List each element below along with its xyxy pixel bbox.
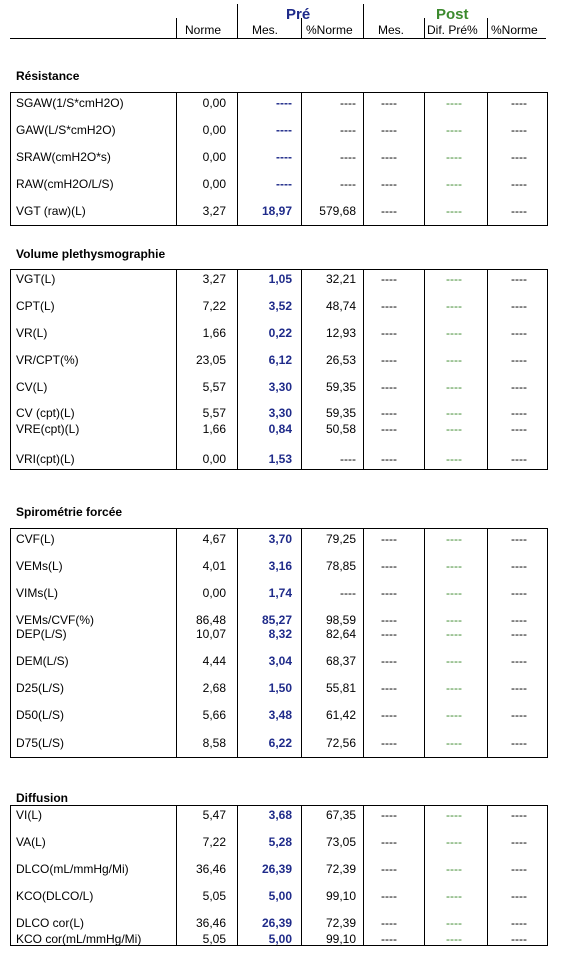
post-mes-value: ---- xyxy=(381,654,397,668)
row-label: SGAW(1/S*cmH2O) xyxy=(16,96,124,110)
post-dif-value: ---- xyxy=(446,613,462,627)
post-mes-value: ---- xyxy=(381,177,397,191)
post-mes-value: ---- xyxy=(381,452,397,466)
pre-mes-value: 26,39 xyxy=(261,916,292,930)
post-dif-value: ---- xyxy=(446,654,462,668)
post-pct-norme-value: ---- xyxy=(511,326,527,340)
row-label: CV (cpt)(L) xyxy=(16,406,75,420)
pre-pct-norme-value: 73,05 xyxy=(325,835,356,849)
pre-mes-value: ---- xyxy=(276,150,292,164)
norme-value: 8,58 xyxy=(202,736,226,750)
pre-pct-norme-value: 99,10 xyxy=(325,889,356,903)
pre-mes-value: 1,74 xyxy=(268,586,292,600)
post-pct-norme-value: ---- xyxy=(511,96,527,110)
pre-title: Pré xyxy=(286,6,311,23)
section-title: Volume plethysmographie xyxy=(16,247,166,261)
row-label: CPT(L) xyxy=(16,299,55,313)
row-label: CV(L) xyxy=(16,380,48,394)
post-mes-value: ---- xyxy=(381,835,397,849)
pre-pct-norme-value: 78,85 xyxy=(325,559,356,573)
pre-mes-value: 3,16 xyxy=(268,559,292,573)
pre-mes-value: ---- xyxy=(276,96,292,110)
row-label: D50(L/S) xyxy=(16,708,65,722)
pre-mes-value: 18,97 xyxy=(261,204,292,218)
norme-value: 0,00 xyxy=(202,177,226,191)
table-row xyxy=(0,915,566,932)
row-label: KCO(DLCO/L) xyxy=(16,889,94,903)
table-row xyxy=(0,176,566,193)
post-mes-value: ---- xyxy=(381,559,397,573)
norme-value: 1,66 xyxy=(202,422,226,436)
row-label: RAW(cmH2O/L/S) xyxy=(16,177,114,191)
post-mes-value: ---- xyxy=(381,204,397,218)
pre-mes-value: 3,48 xyxy=(268,708,292,722)
post-mes-value: ---- xyxy=(381,736,397,750)
pre-pct-norme-value: 82,64 xyxy=(325,627,356,641)
norme-value: 1,66 xyxy=(202,326,226,340)
row-label: VA(L) xyxy=(16,835,46,849)
pre-pct-norme-value: ---- xyxy=(340,177,356,191)
post-pct-norme-value: ---- xyxy=(511,204,527,218)
post-pct-norme-value: ---- xyxy=(511,272,527,286)
pre-pct-norme-value: 50,58 xyxy=(325,422,356,436)
post-dif-value: ---- xyxy=(446,736,462,750)
post-pct-norme-value: ---- xyxy=(511,353,527,367)
post-pct-norme-value: ---- xyxy=(511,452,527,466)
pre-pct-norme-value: 48,74 xyxy=(325,299,356,313)
row-label: VR(L) xyxy=(16,326,48,340)
post-mes-value: ---- xyxy=(381,627,397,641)
post-mes-value: ---- xyxy=(381,681,397,695)
norme-value: 3,27 xyxy=(202,272,226,286)
post-dif-value: ---- xyxy=(446,353,462,367)
col-post-dif-header: Dif. Pré% xyxy=(427,23,478,37)
pre-pct-norme-value: 579,68 xyxy=(319,204,356,218)
pre-mes-value: 85,27 xyxy=(261,613,292,627)
post-dif-value: ---- xyxy=(446,123,462,137)
post-dif-value: ---- xyxy=(446,681,462,695)
post-dif-value: ---- xyxy=(446,808,462,822)
post-mes-value: ---- xyxy=(381,299,397,313)
row-label: DLCO cor(L) xyxy=(16,916,85,930)
pre-mes-value: 5,00 xyxy=(268,889,292,903)
pre-mes-value: ---- xyxy=(276,177,292,191)
row-label: VEMs(L) xyxy=(16,559,63,573)
post-dif-value: ---- xyxy=(446,586,462,600)
post-mes-value: ---- xyxy=(381,889,397,903)
row-label: SRAW(cmH2O*s) xyxy=(16,150,111,164)
norme-value: 5,57 xyxy=(202,380,226,394)
pre-mes-value: 0,22 xyxy=(268,326,292,340)
post-pct-norme-value: ---- xyxy=(511,736,527,750)
col-post-pct-header: %Norme xyxy=(491,23,538,37)
pre-pct-norme-value: 59,35 xyxy=(325,406,356,420)
row-label: DLCO(mL/mmHg/Mi) xyxy=(16,862,129,876)
post-mes-value: ---- xyxy=(381,613,397,627)
section-title: Diffusion xyxy=(16,791,68,805)
row-label: VIMs(L) xyxy=(16,586,58,600)
pre-mes-value: 1,50 xyxy=(268,681,292,695)
pre-pct-norme-value: ---- xyxy=(340,150,356,164)
table-row xyxy=(0,531,566,548)
norme-value: 0,00 xyxy=(202,123,226,137)
post-title: Post xyxy=(436,6,469,23)
pre-pct-norme-value: 32,21 xyxy=(325,272,356,286)
col-norme-header: Norme xyxy=(185,23,222,37)
row-label: VEMs/CVF(%) xyxy=(16,613,94,627)
table-row xyxy=(0,325,566,342)
row-label: D75(L/S) xyxy=(16,736,65,750)
pre-pct-norme-value: 72,56 xyxy=(325,736,356,750)
post-pct-norme-value: ---- xyxy=(511,932,527,946)
norme-value: 36,46 xyxy=(195,862,226,876)
post-dif-value: ---- xyxy=(446,835,462,849)
post-dif-value: ---- xyxy=(446,708,462,722)
table-row xyxy=(0,149,566,166)
pre-pct-norme-value: ---- xyxy=(340,452,356,466)
post-mes-value: ---- xyxy=(381,862,397,876)
pre-mes-value: 6,22 xyxy=(268,736,292,750)
norme-value: 10,07 xyxy=(195,627,226,641)
post-mes-value: ---- xyxy=(381,353,397,367)
norme-value: 36,46 xyxy=(195,916,226,930)
table-row xyxy=(0,379,566,396)
row-label: VRE(cpt)(L) xyxy=(16,422,80,436)
table-row xyxy=(0,653,566,670)
row-label: VR/CPT(%) xyxy=(16,353,79,367)
pre-mes-value: 3,70 xyxy=(268,532,292,546)
post-mes-value: ---- xyxy=(381,380,397,394)
table-row xyxy=(0,585,566,602)
post-dif-value: ---- xyxy=(446,326,462,340)
post-dif-value: ---- xyxy=(446,272,462,286)
post-mes-value: ---- xyxy=(381,532,397,546)
pre-mes-value: 3,68 xyxy=(268,808,292,822)
post-dif-value: ---- xyxy=(446,406,462,420)
norme-value: 2,68 xyxy=(202,681,226,695)
row-label: DEP(L/S) xyxy=(16,627,67,641)
table-row xyxy=(0,807,566,824)
row-label: GAW(L/S*cmH2O) xyxy=(16,123,116,137)
post-dif-value: ---- xyxy=(446,422,462,436)
pre-pct-norme-value: 72,39 xyxy=(325,862,356,876)
table-row xyxy=(0,298,566,315)
pre-pct-norme-value: 26,53 xyxy=(325,353,356,367)
post-pct-norme-value: ---- xyxy=(511,299,527,313)
pre-mes-value: 3,52 xyxy=(268,299,292,313)
post-pct-norme-value: ---- xyxy=(511,835,527,849)
post-pct-norme-value: ---- xyxy=(511,681,527,695)
pre-pct-norme-value: ---- xyxy=(340,586,356,600)
pre-pct-norme-value: 72,39 xyxy=(325,916,356,930)
table-row xyxy=(0,271,566,288)
norme-value: 0,00 xyxy=(202,586,226,600)
pre-mes-value: 0,84 xyxy=(268,422,292,436)
post-pct-norme-value: ---- xyxy=(511,380,527,394)
pre-pct-norme-value: 68,37 xyxy=(325,654,356,668)
post-mes-value: ---- xyxy=(381,272,397,286)
post-mes-value: ---- xyxy=(381,422,397,436)
norme-value: 0,00 xyxy=(202,452,226,466)
norme-value: 3,27 xyxy=(202,204,226,218)
pre-pct-norme-value: 99,10 xyxy=(325,932,356,946)
post-pct-norme-value: ---- xyxy=(511,406,527,420)
table-row xyxy=(0,861,566,878)
table-row xyxy=(0,95,566,112)
col-post-mes-header: Mes. xyxy=(378,23,405,37)
norme-value: 5,05 xyxy=(202,889,226,903)
post-mes-value: ---- xyxy=(381,123,397,137)
post-mes-value: ---- xyxy=(381,916,397,930)
pre-pct-norme-value: 12,93 xyxy=(325,326,356,340)
norme-value: 5,47 xyxy=(202,808,226,822)
pre-mes-value: ---- xyxy=(276,123,292,137)
post-pct-norme-value: ---- xyxy=(511,532,527,546)
pre-mes-value: 3,30 xyxy=(268,406,292,420)
post-pct-norme-value: ---- xyxy=(511,708,527,722)
section-title: Spirométrie forcée xyxy=(16,505,123,519)
post-mes-value: ---- xyxy=(381,808,397,822)
pre-mes-value: 5,28 xyxy=(268,835,292,849)
pre-mes-value: 1,05 xyxy=(268,272,292,286)
post-mes-value: ---- xyxy=(381,96,397,110)
post-dif-value: ---- xyxy=(446,932,462,946)
row-label: VRI(cpt)(L) xyxy=(16,452,75,466)
table-row xyxy=(0,405,566,422)
table-row xyxy=(0,352,566,369)
norme-value: 4,44 xyxy=(202,654,226,668)
pre-mes-value: 8,32 xyxy=(268,627,292,641)
post-pct-norme-value: ---- xyxy=(511,862,527,876)
table-row xyxy=(0,680,566,697)
pre-mes-value: 3,04 xyxy=(268,654,292,668)
table-row xyxy=(0,707,566,724)
post-mes-value: ---- xyxy=(381,932,397,946)
post-dif-value: ---- xyxy=(446,532,462,546)
row-label: VI(L) xyxy=(16,808,43,822)
pre-pct-norme-value: 55,81 xyxy=(325,681,356,695)
norme-value: 4,01 xyxy=(202,559,226,573)
post-mes-value: ---- xyxy=(381,150,397,164)
norme-value: 5,05 xyxy=(202,932,226,946)
pre-pct-norme-value: ---- xyxy=(340,123,356,137)
post-pct-norme-value: ---- xyxy=(511,889,527,903)
pre-mes-value: 1,53 xyxy=(268,452,292,466)
pre-pct-norme-value: 79,25 xyxy=(325,532,356,546)
post-dif-value: ---- xyxy=(446,559,462,573)
post-pct-norme-value: ---- xyxy=(511,177,527,191)
norme-value: 5,57 xyxy=(202,406,226,420)
post-pct-norme-value: ---- xyxy=(511,123,527,137)
norme-value: 7,22 xyxy=(202,835,226,849)
table-row xyxy=(0,122,566,139)
post-pct-norme-value: ---- xyxy=(511,627,527,641)
row-label: DEM(L/S) xyxy=(16,654,69,668)
norme-value: 23,05 xyxy=(195,353,226,367)
row-label: VGT(L) xyxy=(16,272,56,286)
row-label: CVF(L) xyxy=(16,532,55,546)
pre-mes-value: 6,12 xyxy=(268,353,292,367)
post-pct-norme-value: ---- xyxy=(511,654,527,668)
norme-value: 4,67 xyxy=(202,532,226,546)
table-row xyxy=(0,203,566,220)
col-pre-mes-header: Mes. xyxy=(252,23,279,37)
post-pct-norme-value: ---- xyxy=(511,916,527,930)
post-pct-norme-value: ---- xyxy=(511,559,527,573)
pre-pct-norme-value: 67,35 xyxy=(325,808,356,822)
pre-mes-value: 26,39 xyxy=(261,862,292,876)
row-label: KCO cor(mL/mmHg/Mi) xyxy=(16,932,142,946)
post-dif-value: ---- xyxy=(446,299,462,313)
post-pct-norme-value: ---- xyxy=(511,808,527,822)
post-dif-value: ---- xyxy=(446,204,462,218)
table-row xyxy=(0,626,566,643)
post-dif-value: ---- xyxy=(446,889,462,903)
post-dif-value: ---- xyxy=(446,452,462,466)
post-dif-value: ---- xyxy=(446,177,462,191)
post-dif-value: ---- xyxy=(446,96,462,110)
post-mes-value: ---- xyxy=(381,708,397,722)
norme-value: 86,48 xyxy=(195,613,226,627)
row-label: D25(L/S) xyxy=(16,681,65,695)
post-pct-norme-value: ---- xyxy=(511,150,527,164)
post-mes-value: ---- xyxy=(381,406,397,420)
norme-value: 5,66 xyxy=(202,708,226,722)
post-dif-value: ---- xyxy=(446,627,462,641)
pre-pct-norme-value: 98,59 xyxy=(325,613,356,627)
table-row xyxy=(0,421,566,438)
post-pct-norme-value: ---- xyxy=(511,586,527,600)
post-mes-value: ---- xyxy=(381,326,397,340)
pre-pct-norme-value: ---- xyxy=(340,96,356,110)
pre-pct-norme-value: 61,42 xyxy=(325,708,356,722)
table-row xyxy=(0,735,566,752)
col-pre-pct-header: %Norme xyxy=(306,23,353,37)
post-dif-value: ---- xyxy=(446,150,462,164)
section-title: Résistance xyxy=(16,69,80,83)
table-row xyxy=(0,888,566,905)
table-row xyxy=(0,451,566,468)
post-mes-value: ---- xyxy=(381,586,397,600)
row-label: VGT (raw)(L) xyxy=(16,204,86,218)
post-pct-norme-value: ---- xyxy=(511,613,527,627)
table-row xyxy=(0,834,566,851)
norme-value: 0,00 xyxy=(202,96,226,110)
table-row xyxy=(0,558,566,575)
post-dif-value: ---- xyxy=(446,916,462,930)
post-dif-value: ---- xyxy=(446,862,462,876)
pre-pct-norme-value: 59,35 xyxy=(325,380,356,394)
post-dif-value: ---- xyxy=(446,380,462,394)
table-row xyxy=(0,931,566,948)
norme-value: 0,00 xyxy=(202,150,226,164)
post-pct-norme-value: ---- xyxy=(511,422,527,436)
pre-mes-value: 5,00 xyxy=(268,932,292,946)
norme-value: 7,22 xyxy=(202,299,226,313)
pre-mes-value: 3,30 xyxy=(268,380,292,394)
